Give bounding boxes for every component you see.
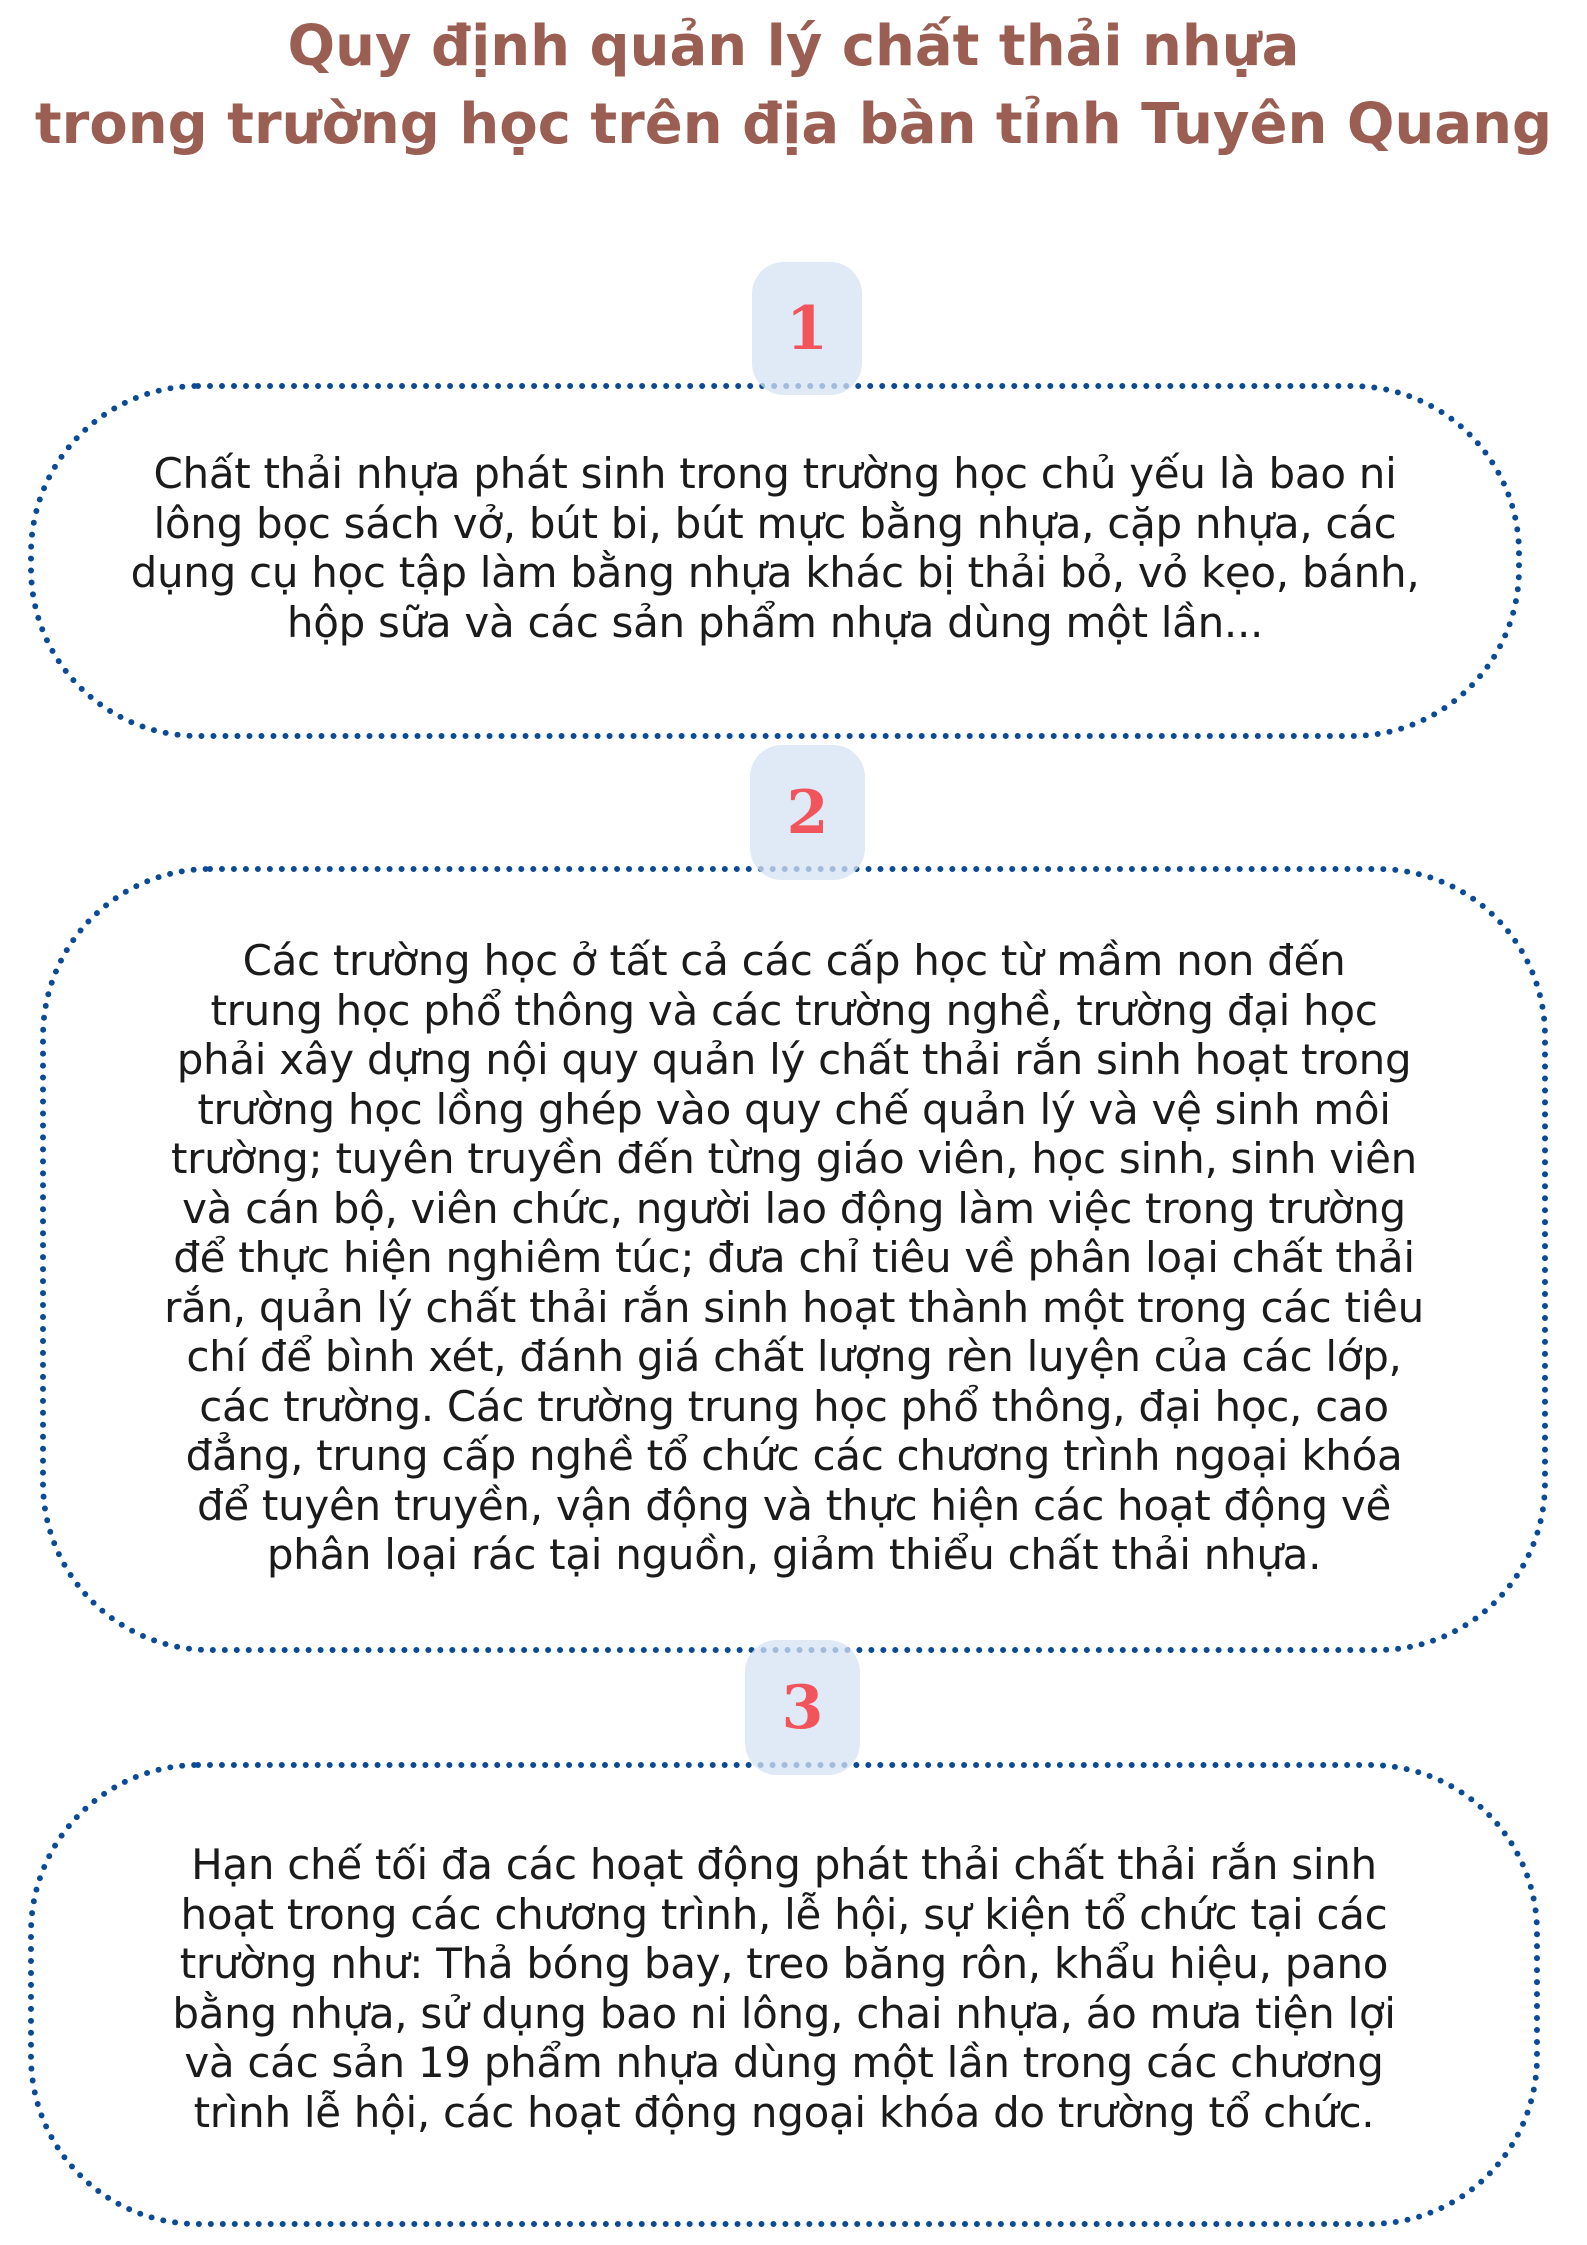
section-1-number-badge: [752, 262, 862, 395]
text-line: Các trường học ở tất cả các cấp học từ mầm non đến: [242, 936, 1346, 985]
text-line: trình lễ hội, các hoạt động ngoại khóa do trường tổ chức.: [193, 2087, 1375, 2137]
section-1-card: [28, 383, 1522, 739]
section-3-number-badge: [745, 1640, 860, 1775]
section-2-card: [40, 866, 1548, 1653]
text-line: Chất thải nhựa phát sinh trong trường học chủ yếu là bao ni: [153, 449, 1397, 498]
text-line: để thực hiện nghiêm túc; đưa chỉ tiêu về phân loại chất thải: [173, 1233, 1415, 1282]
text-line: hộp sữa và các sản phẩm nhựa dùng một lần...: [286, 597, 1264, 647]
text-line: các trường. Các trường trung học phổ thông, đại học, cao: [199, 1381, 1389, 1431]
text-line: trung học phổ thông và các trường nghề, trường đại học: [210, 985, 1378, 1035]
title-line-2: trong trường học trên địa bàn tỉnh Tuyên Quang: [34, 92, 1553, 157]
text-line: trường; tuyên truyền đến từng giáo viên, học sinh, sinh viên: [171, 1134, 1417, 1183]
text-line: phải xây dựng nội quy quản lý chất thải rắn sinh hoạt trong: [176, 1035, 1412, 1084]
text-line: rắn, quản lý chất thải rắn sinh hoạt thành một trong các tiêu: [164, 1282, 1424, 1332]
text-line: và các sản 19 phẩm nhựa dùng một lần trong các chương: [184, 2038, 1384, 2087]
section-number: 2: [786, 777, 829, 848]
text-line: hoạt trong các chương trình, lễ hội, sự kiện tổ chức tại các: [180, 1889, 1388, 1939]
title-line-1: Quy định quản lý chất thải nhựa: [287, 14, 1300, 79]
text-line: và cán bộ, viên chức, người lao động làm việc trong trường: [182, 1183, 1406, 1233]
section-2-number-badge: [750, 745, 865, 880]
section-number: 1: [786, 293, 828, 364]
section-2-text: [46, 936, 1542, 1580]
text-line: để tuyên truyền, vận động và thực hiện các hoạt động về: [196, 1480, 1392, 1530]
text-line: trường như: Thả bóng bay, treo băng rôn, khẩu hiệu, pano: [179, 1939, 1389, 1988]
section-3-text: [34, 1840, 1534, 2137]
text-line: dụng cụ học tập làm bằng nhựa khác bị thải bỏ, vỏ kẹo, bánh,: [130, 548, 1420, 597]
text-line: lông bọc sách vở, bút bi, bút mực bằng nhựa, cặp nhựa, các: [153, 498, 1397, 548]
text-line: phân loại rác tại nguồn, giảm thiểu chất thải nhựa.: [266, 1530, 1322, 1579]
text-line: chí để bình xét, đánh giá chất lượng rèn luyện của các lớp,: [186, 1332, 1402, 1381]
section-3-card: [28, 1762, 1540, 2227]
section-1-text: [34, 449, 1516, 647]
section-number: 3: [781, 1672, 824, 1743]
text-line: đẳng, trung cấp nghề tổ chức các chương trình ngoại khóa: [185, 1431, 1403, 1480]
text-line: trường học lồng ghép vào quy chế quản lý và vệ sinh môi: [197, 1084, 1391, 1134]
text-line: Hạn chế tối đa các hoạt động phát thải chất thải rắn sinh: [191, 1840, 1377, 1889]
text-line: bằng nhựa, sử dụng bao ni lông, chai nhựa, áo mưa tiện lợi: [172, 1988, 1396, 2038]
